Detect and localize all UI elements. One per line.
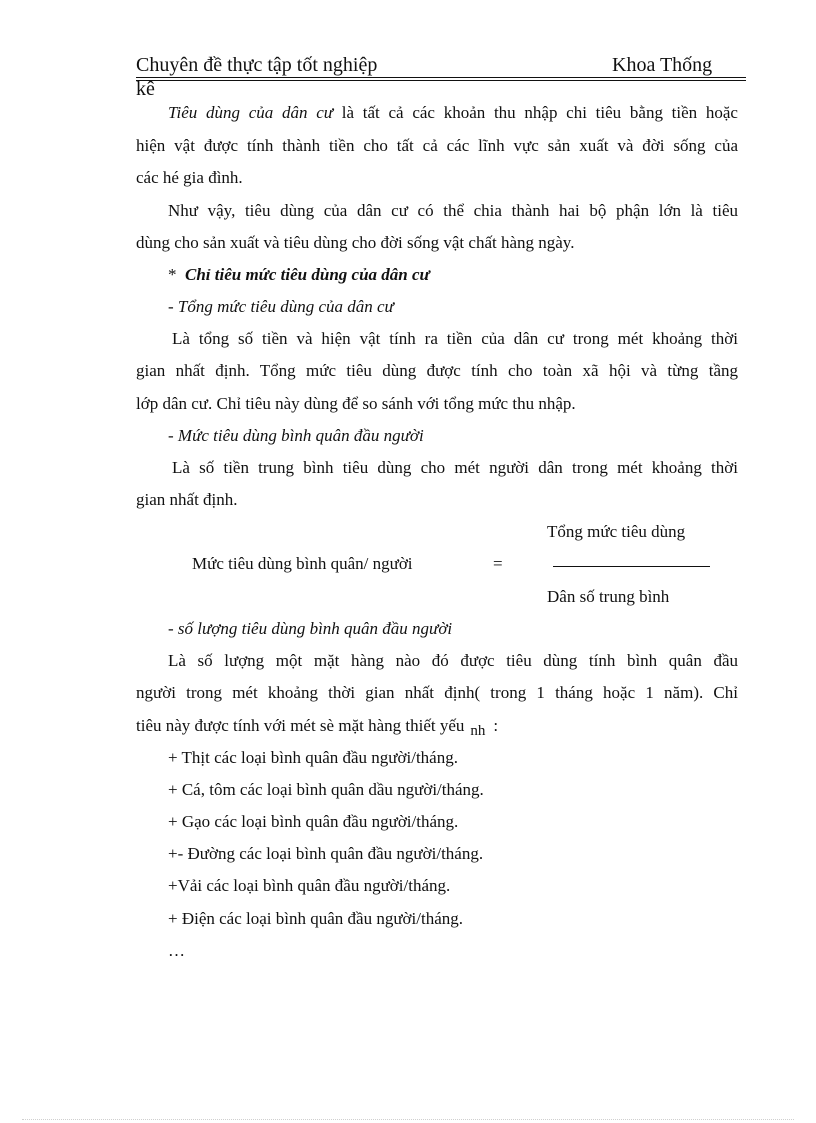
paragraph-line: dùng cho sản xuất và tiêu dùng cho đời sống vật chất hàng ngày.	[136, 233, 575, 252]
paragraph-line: Là số tiền trung bình tiêu dùng cho mét người dân trong mét khoảng thời	[172, 458, 738, 477]
formula-label: Mức tiêu dùng bình quân/ người	[192, 554, 413, 573]
list-item: +- Đường các loại bình quân đầu người/tháng.	[168, 844, 484, 863]
subheading: - số lượng tiêu dùng bình quân đầu người	[168, 619, 453, 638]
paragraph-line: gian nhất định. Tổng mức tiêu dùng được tính cho toàn xã hội và từng tầng	[136, 361, 738, 380]
header-rule-double	[136, 80, 746, 81]
subheading: - Mức tiêu dùng bình quân đầu người	[168, 426, 424, 445]
formula-numerator: Tổng mức tiêu dùng	[547, 522, 686, 541]
paragraph-line: Là tổng số tiền và hiện vật tính ra tiền của dân cư trong mét khoảng thời	[172, 329, 738, 348]
paragraph-line: Như vậy, tiêu dùng của dân cư có thể chia thành hai bộ phận lớn là tiêu	[168, 201, 738, 220]
formula-equals: =	[493, 554, 503, 573]
ellipsis: …	[168, 941, 185, 960]
formula-denominator: Dân số trung bình	[547, 587, 670, 606]
paragraph-line: Tiêu dùng của dân cư là tất cả các khoản thu nhập chi tiêu bằng tiền hoặc	[168, 103, 738, 122]
list-item: + Thịt các loại bình quân đầu người/tháng.	[168, 748, 458, 767]
header-rule	[136, 77, 746, 78]
header-department-continuation: kê	[136, 78, 155, 100]
list-item: + Điện các loại bình quân đầu người/tháng.	[168, 909, 463, 928]
paragraph-line: lớp dân cư. Chỉ tiêu này dùng để so sánh với tổng mức thu nhập.	[136, 394, 576, 413]
header-title: Chuyên đề thực tập tốt nghiệp	[136, 54, 378, 76]
section-heading-title: Chỉ tiêu mức tiêu dùng của dân cư	[185, 265, 430, 284]
subscript-text: nh	[470, 723, 486, 739]
section-heading	[168, 259, 430, 291]
paragraph-line: gian nhất định.	[136, 490, 238, 509]
bullet-star: *	[168, 265, 177, 284]
list-item: +Vải các loại bình quân đầu người/tháng.	[168, 876, 451, 895]
paragraph-line: các hé gia đình.	[136, 168, 243, 187]
paragraph-line: Là số lượng một mặt hàng nào đó được tiêu dùng tính bình quân đầu	[168, 651, 738, 670]
fraction-bar	[553, 566, 710, 567]
footer-dotted-rule	[22, 1119, 794, 1120]
paragraph-line: tiêu này được tính với mét sè mặt hàng thiết yếu nh :	[136, 716, 499, 739]
term-italic: Tiêu dùng của dân cư	[168, 103, 334, 122]
paragraph-line: người trong mét khoảng thời gian nhất định( trong 1 tháng hoặc 1 năm). Chỉ	[136, 683, 738, 702]
paragraph-line: hiện vật được tính thành tiền cho tất cả các lĩnh vực sản xuất và đời sống của	[136, 136, 738, 155]
header-department: Khoa Thống	[612, 54, 713, 76]
list-item: + Gạo các loại bình quân đầu người/tháng.	[168, 812, 459, 831]
subheading: - Tổng mức tiêu dùng của dân cư	[168, 297, 394, 316]
list-item: + Cá, tôm các loại bình quân dầu người/tháng.	[168, 780, 484, 799]
